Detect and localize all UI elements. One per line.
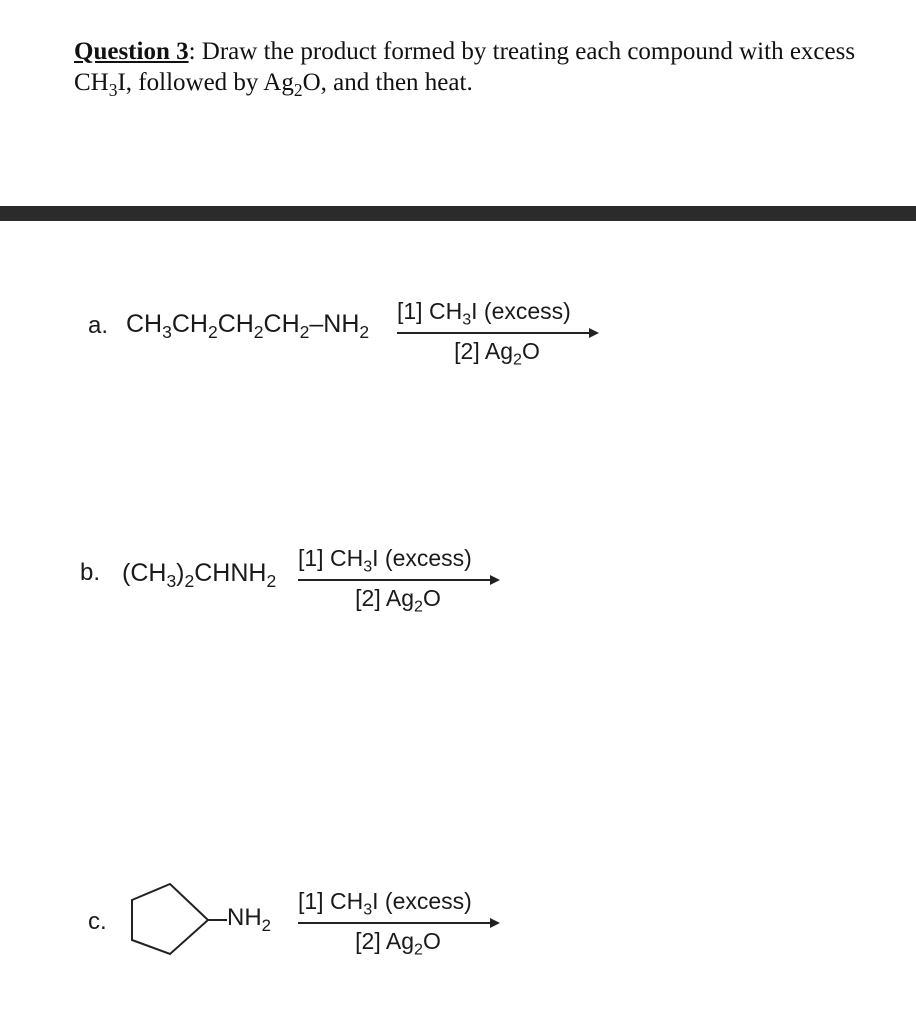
cyclopentane-ring-icon <box>132 884 208 954</box>
reaction-c <box>0 878 916 978</box>
section-divider <box>0 206 916 221</box>
reagent-step-2: [2] $Ag_2O$ <box>355 928 441 959</box>
amine-group: $NH_2$ <box>227 904 272 935</box>
reaction-a <box>0 290 916 380</box>
arrow-head-icon <box>589 328 599 338</box>
reaction-b <box>0 537 916 627</box>
arrow-line <box>298 579 494 581</box>
reaction-label: a. <box>88 312 109 339</box>
reagent-step-1: [1] $CH_3I$ (excess) <box>397 298 571 329</box>
reactant-formula: $(CH_3)_2CHNH_2$ <box>122 559 277 591</box>
arrow-line <box>298 922 494 924</box>
question-label: Question 3 <box>74 38 189 65</box>
reagent-step-1: [1] $CH_3I$ (excess) <box>298 545 472 576</box>
cyclopentyl-ring-structure <box>120 878 230 958</box>
arrow-line <box>397 332 593 334</box>
question-prompt <box>74 36 904 106</box>
reagent-step-2: [2] $Ag_2O$ <box>355 585 441 616</box>
arrow-head-icon <box>490 575 500 585</box>
reagent-step-2: [2] $Ag_2O$ <box>454 338 540 369</box>
reagent-step-1: [1] $CH_3I$ (excess) <box>298 888 472 919</box>
reaction-label: c. <box>88 908 107 935</box>
reactant-formula: $CH_3CH_2CH_2CH_2-NH_2$ <box>126 310 370 342</box>
arrow-head-icon <box>490 918 500 928</box>
reaction-label: b. <box>80 559 101 586</box>
question-text: : Draw the product formed by treating each compound with excess $CH_3I$, followed by $Ag_2O$, and then heat. <box>74 38 856 100</box>
